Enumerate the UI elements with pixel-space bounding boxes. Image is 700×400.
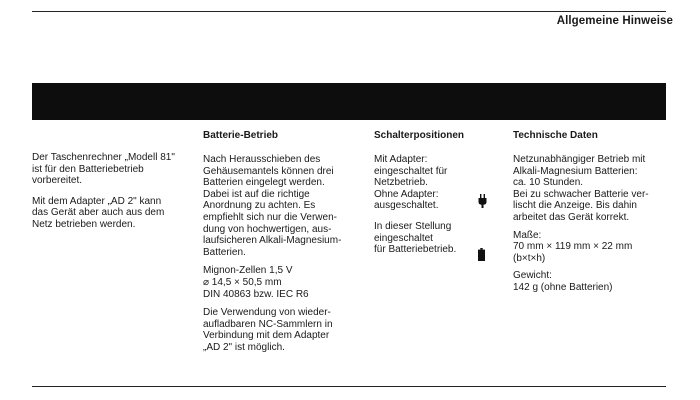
battery-icon [478,248,485,261]
switch-column [374,130,504,265]
intro-column [32,152,182,240]
switch-heading: Schalterpositionen [374,130,465,141]
top-rule [32,11,666,12]
page-title: Allgemeine Hinweise [556,15,673,27]
plug-icon [478,194,487,208]
switch-paragraph-2: In dieser Stellung eingeschaltet für Batteriebetrieb. [374,220,457,256]
tech-weight-value: 142 g (ohne Batterien) [513,281,613,293]
battery-paragraph-2: Mignon-Zellen 1,5 V ⌀ 14,5 × 50,5 mm DIN 40863 bzw. IEC R6 [203,265,309,300]
battery-paragraph-3: Die Verwendung von wieder- aufladbaren NC-Sammlern in Verbindung mit dem Adapter „AD 2" ist möglich. [203,307,333,353]
tech-dimensions-label: Maße: [513,229,542,241]
tech-column [513,130,673,300]
battery-paragraph-1: Nach Herausschieben des Gehäusemantels können drei Batterien eingelegt werden. Dabei ist auf die richtige Anordnung zu achten. Es empfiehlt sich nur die Verwen- dung von hochwertigen, aus- laufsicheren Alkali-Magnesium- Batterien. [203,154,342,258]
tech-dimensions-value: 70 mm × 119 mm × 22 mm (b×t×h) [513,241,633,264]
tech-weight-label: Gewicht: [513,270,552,282]
bottom-rule [32,386,666,387]
switch-paragraph-1: Mit Adapter: eingeschaltet für Netzbetrieb. Ohne Adapter: ausgeschaltet. [374,154,448,212]
battery-column [203,130,363,361]
black-band [32,83,666,120]
tech-paragraph-1: Netzunabhängiger Betrieb mit Alkali-Magnesium Batterien: ca. 10 Stunden. Bei zu schwacher Batterie ver- lischt die Anzeige. Bis dahin arbeitet das Gerät korrekt. [513,154,649,223]
switch-battery-block [374,221,504,256]
battery-heading: Batterie-Betrieb [203,130,279,141]
intro-paragraph-1: Der Taschenrechner „Modell 81" ist für den Batteriebetrieb vorbereitet. [32,152,175,187]
intro-paragraph-2: Mit dem Adapter „AD 2" kann das Gerät aber auch aus dem Netz betrieben werden. [32,195,165,230]
tech-heading: Technische Daten [513,130,598,141]
switch-adapter-block [374,154,504,212]
